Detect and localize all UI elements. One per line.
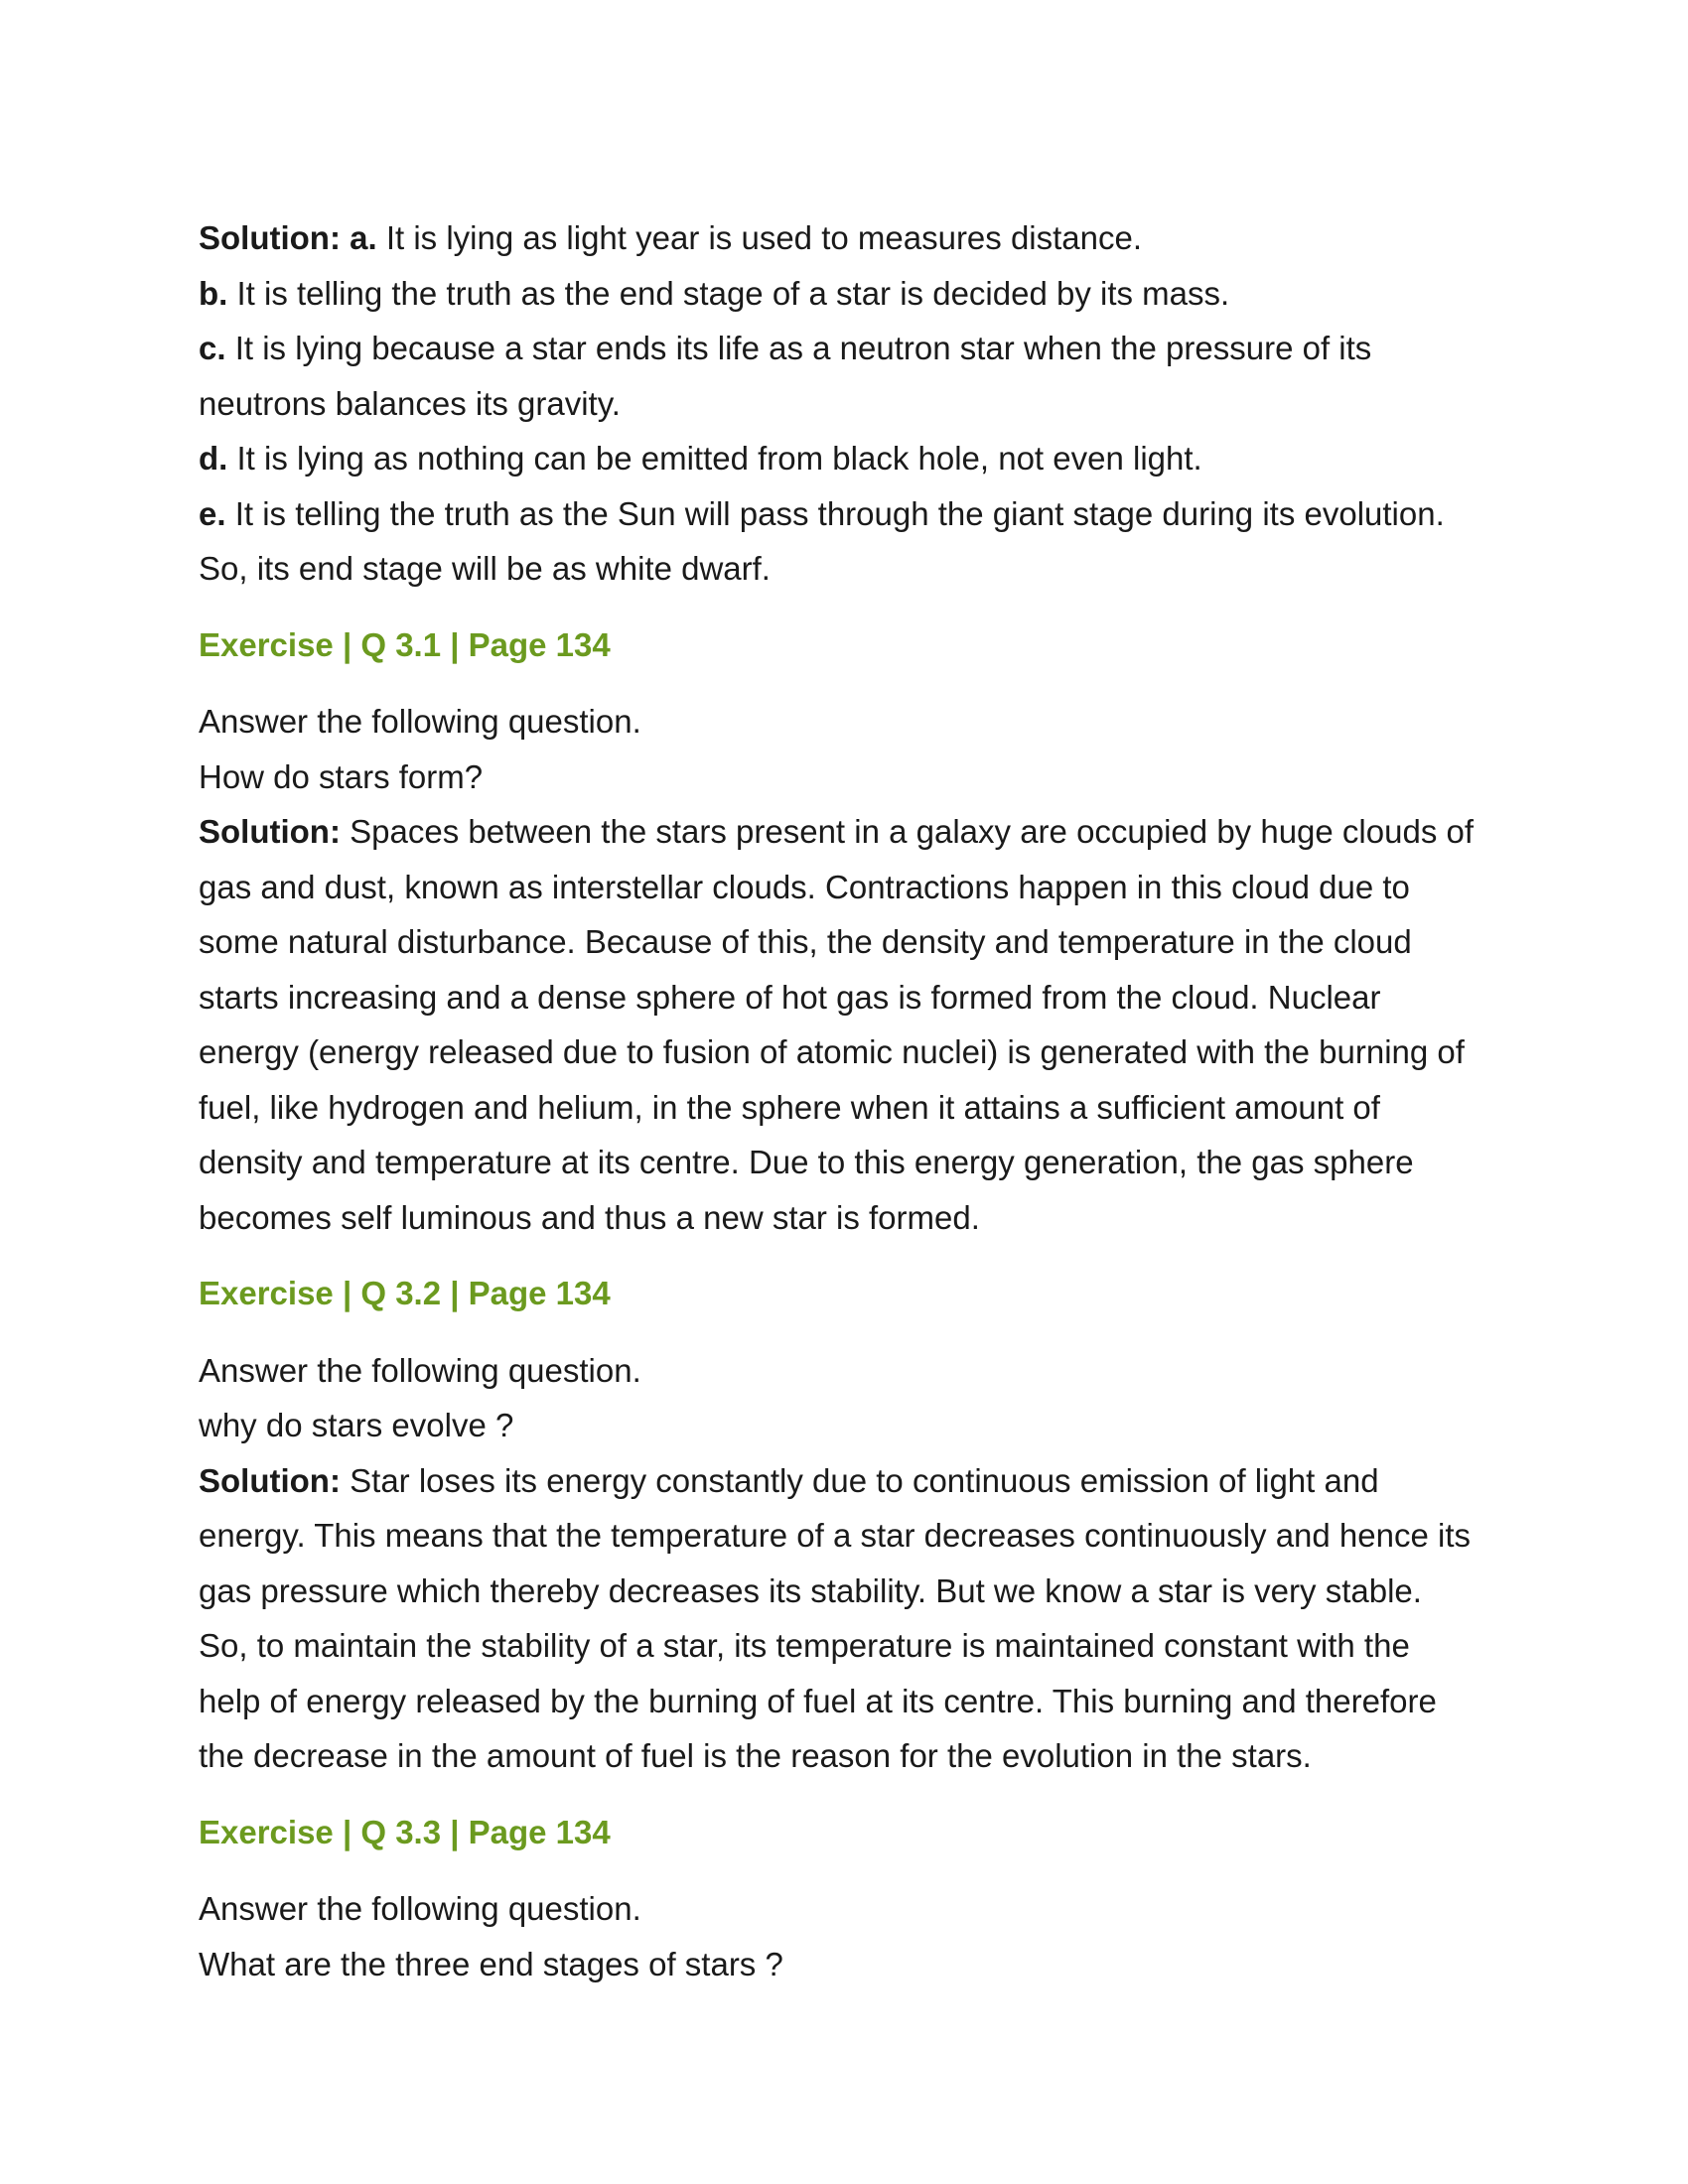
item-e-text: It is telling the truth as the Sun will pass through the giant stage during its evolution. — [225, 494, 1445, 532]
solution-a-line — [199, 210, 1509, 266]
solution-line: gas pressure which thereby decreases its stability. But we know a star is very stable. — [199, 1571, 1422, 1609]
question-prompt: Answer the following question. — [199, 703, 641, 740]
solution-line: help of energy released by the burning of fuel at its centre. This burning and therefore — [199, 1682, 1437, 1719]
solution-line: the decrease in the amount of fuel is the reason for the evolution in the stars. — [199, 1737, 1312, 1774]
solution-line: starts increasing and a dense sphere of hot gas is formed from the cloud. Nuclear — [199, 978, 1381, 1016]
solution-line: becomes self luminous and thus a new star is formed. — [199, 1198, 980, 1236]
item-e-label: e. — [199, 494, 226, 532]
question-prompt: Answer the following question. — [199, 1890, 641, 1927]
document-page — [199, 210, 1509, 1991]
solution-line: gas and dust, known as interstellar clouds. Contractions happen in this cloud due to — [199, 868, 1410, 905]
solution-line — [199, 1453, 1509, 1509]
solution-c-line-2: neutrons balances its gravity. — [199, 384, 621, 422]
item-a-label: a. — [350, 219, 377, 256]
item-c-text: It is lying because a star ends its life as a neutron star when the pressure of its — [225, 330, 1372, 366]
solution-label: Solution: — [199, 219, 341, 256]
question-text: How do stars form? — [199, 757, 484, 795]
item-c-label: c. — [199, 330, 226, 366]
item-b-text: It is telling the truth as the end stage of a star is decided by its mass. — [227, 274, 1230, 312]
solution-line: some natural disturbance. Because of this, the density and temperature in the cloud — [199, 923, 1412, 960]
solution-line — [199, 804, 1509, 860]
question-text: What are the three end stages of stars ? — [199, 1945, 783, 1982]
exercise-heading-3-2: Exercise | Q 3.2 | Page 134 — [199, 1275, 611, 1311]
solution-line: density and temperature at its centre. Due to this energy generation, the gas sphere — [199, 1144, 1414, 1180]
solution-text: Spaces between the stars present in a galaxy are occupied by huge clouds of — [340, 813, 1475, 850]
solution-text: Star loses its energy constantly due to continuous emission of light and — [340, 1461, 1379, 1499]
solution-e-line — [199, 486, 1509, 542]
exercise-heading-3-1: Exercise | Q 3.1 | Page 134 — [199, 625, 611, 663]
item-d-label: d. — [199, 440, 228, 477]
solution-line: energy. This means that the temperature of a star decreases continuously and hence its — [199, 1517, 1472, 1554]
item-a-text: It is lying as light year is used to measures distance. — [376, 219, 1143, 256]
solution-b-line — [199, 266, 1509, 322]
item-d-text: It is lying as nothing can be emitted from black hole, not even light. — [227, 440, 1202, 477]
solution-line: So, to maintain the stability of a star, its temperature is maintained constant with the — [199, 1627, 1410, 1664]
question-text: why do stars evolve ? — [199, 1407, 514, 1443]
solution-label: Solution: — [199, 1461, 341, 1499]
question-prompt: Answer the following question. — [199, 1351, 641, 1389]
item-b-label: b. — [199, 274, 228, 312]
solution-line: fuel, like hydrogen and helium, in the sphere when it attains a sufficient amount of — [199, 1088, 1380, 1126]
solution-e-line-2: So, its end stage will be as white dwarf. — [199, 550, 771, 587]
solution-label: Solution: — [199, 813, 341, 850]
solution-d-line — [199, 431, 1509, 486]
exercise-heading-3-3: Exercise | Q 3.3 | Page 134 — [199, 1813, 611, 1850]
solution-c-line — [199, 321, 1509, 376]
solution-line: energy (energy released due to fusion of atomic nuclei) is generated with the burning of — [199, 1033, 1465, 1070]
